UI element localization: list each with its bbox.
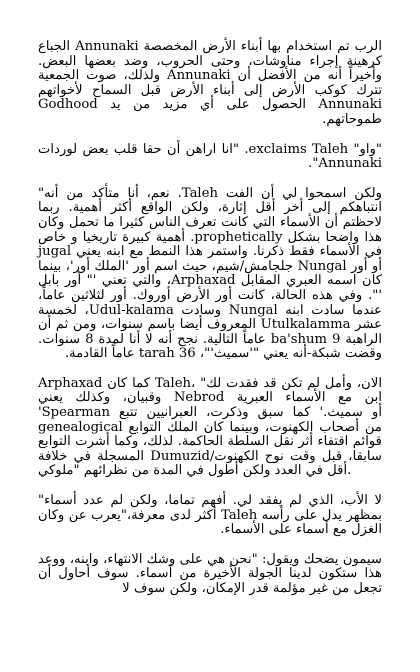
paragraph: لا الأب، الذي لم يفقد لي. أفهم تماما، ولكن لم عدد أسماء" بمظهر يدل على رأسه Taleh أكثر لدى معرفة،"يعرب عن وكان الغزل مع أسماء على الأسماء. bbox=[38, 493, 382, 538]
document-page bbox=[38, 40, 382, 612]
paragraph: Arphaxad كما كان Taleh، الان، وأمل لم تكن قد فقدت لك" وقبيان، وكذلك يعني Nebrod ابن مع الأسماء العبرية 'Spearman أو سميث.' كما سبق وذكرت، العبرانيين تتبع genealogical من أصحاب الكهنوت، وبينما كان الملك التوابع قوائم اقتفاء أثر نقل السلطة الحاكمة. لذلك، وكما أشرت التوابع المسجلة في خلافة Dumuzid/سابقا، قبل وقت نوح الكهنوت أقل في العدد ولكن أطول في المدة من نظرائهم "ملوكي. bbox=[38, 375, 383, 479]
paragraph: ولكن اسمحوا لي أن الفت Taleh. نعم، أنا متأكد من أنه" انتباهكم إلى أخر أقل إثارة، ولكن الواقع أكثر أهمية. ربما لاحظتم أن الأسماء التي كانت تعرف الناس كثيرا ما تحمل وكان هذا واضحا بشكل prophetically. أهمية كبيرة تاريخيا و خاص في الأسماء فقط ذكرنا. واستمر هذا النمط مع ابنه يعني jugal أو أور Nungal جلجامش/شيم، حيث اسم أور 'الملك أور'، بينما كان اسمه العبري المقابل Arphaxad، والتي تعني '" أور بابل '". وفي هذه الحالة، كانت أور الأرض أوروك. أور لثلاثين عاماً، عندما سادت ابنه Nungal وسادت Udul-kalama، لخمسة عشر Utulkalamma المعروف أيضا باسم سنوات، ومن ثم أن الراهبة ba'shum 9 عاماً التالية. نجح أنه لا أنا لمدة 8 سنوات. وقضت شبكة-أنه يعني "'سميث'"، tarah 36 عاماً القادمة. bbox=[38, 185, 383, 362]
paragraph: سيمون يضحك ويقول: "نحن هي على وشك الانتهاء، وابنه، ووعد هذا ستكون لدينا الجولة الأخيرة من أسماء. سوف أحاول أن تجعل من غير مؤلمة قدر الإمكان، ولكن سوف لا bbox=[38, 551, 382, 596]
paragraph: الرب تم استخدام بها أبناء الأرض المخصصة Annunaki الجباع كرهينة إجراء مناوشات، وحتى الحروب، وضد بعضها البعض. وأخيراً أنه من الأفضل أن Annunaki ولذلك، صوت الجمعية تترك كوكب الأرض إلى أبناء الأرض قبل السماح لأخواتهم Annunaki الحصول على أي مزيد من يد Godhood طموحاتهم. bbox=[38, 39, 382, 127]
paragraph: "واو" exclaims Taleh. "انا اراهن أن حقا قلب بعض لوردات Annunaki". bbox=[38, 141, 382, 172]
